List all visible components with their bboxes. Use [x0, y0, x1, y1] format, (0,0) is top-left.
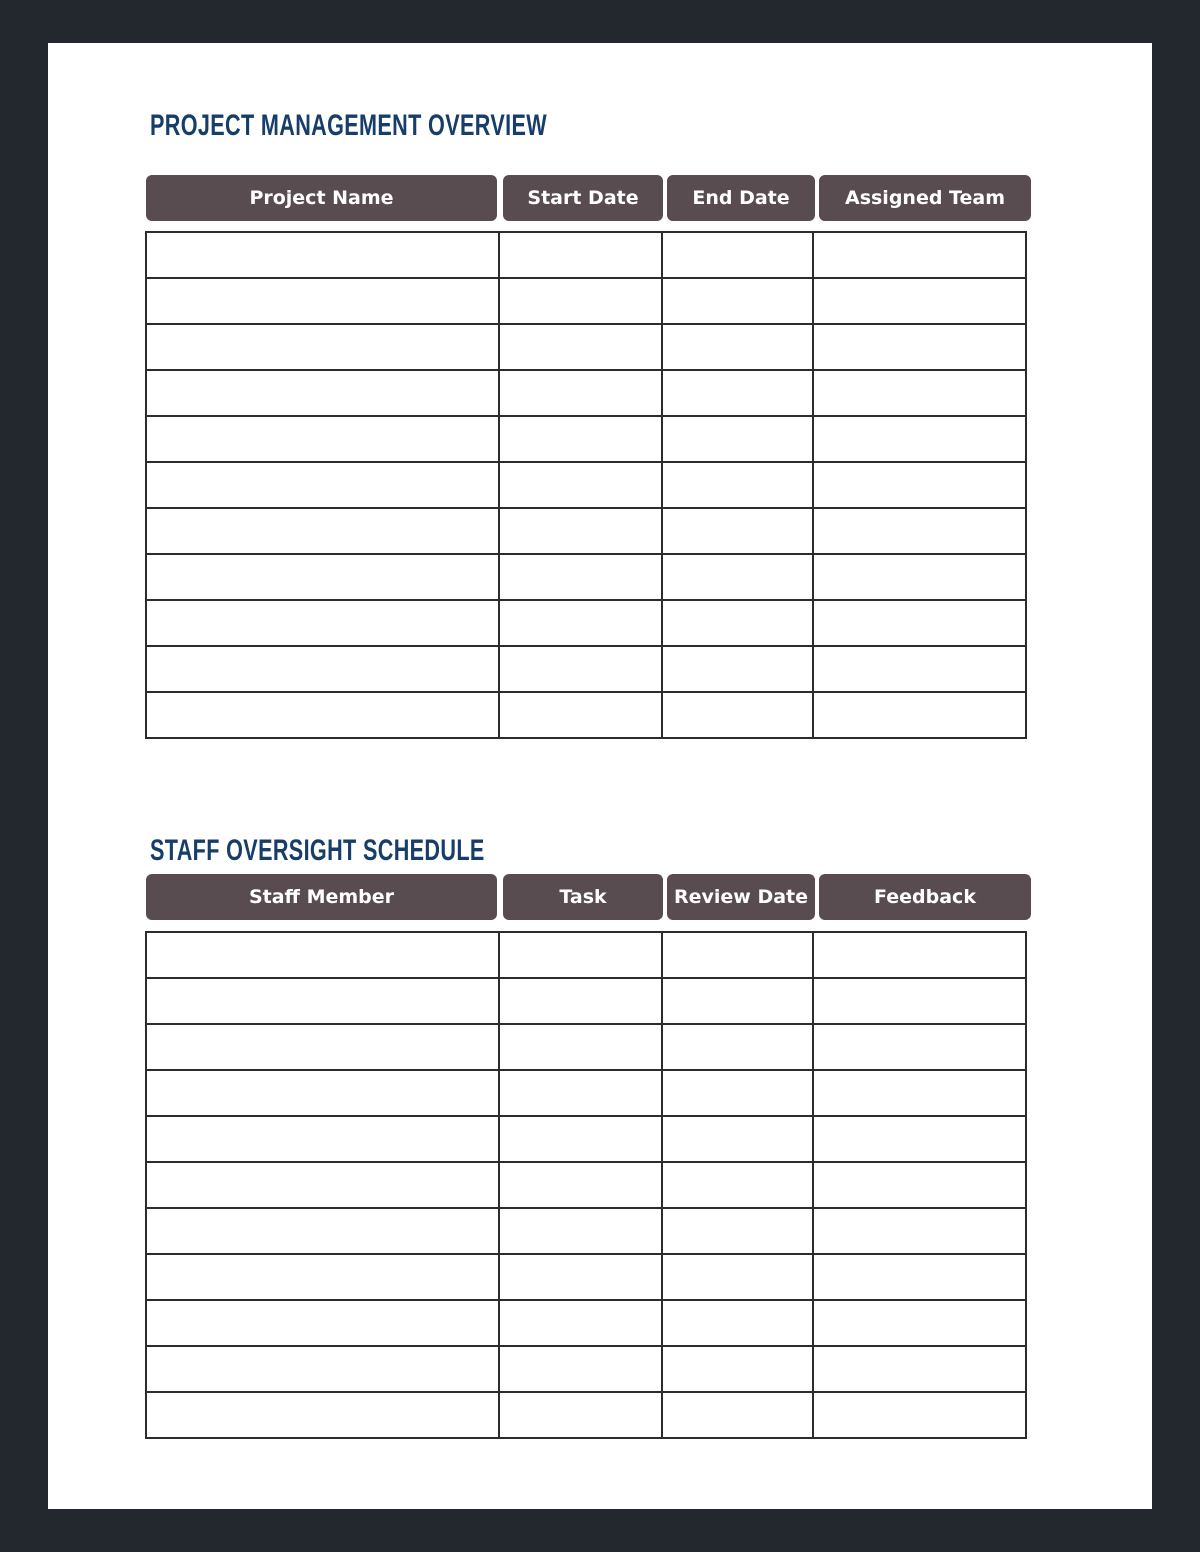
table-cell[interactable]	[146, 416, 499, 462]
table-row	[146, 324, 1026, 370]
table-cell[interactable]	[499, 1300, 662, 1346]
table-row	[146, 1162, 1026, 1208]
table-cell[interactable]	[662, 1346, 813, 1392]
table-cell[interactable]	[813, 1024, 1026, 1070]
table-row	[146, 1300, 1026, 1346]
table-cell[interactable]	[813, 646, 1026, 692]
header-staff-member: Staff Member	[146, 874, 497, 920]
staff-schedule-title: STAFF OVERSIGHT SCHEDULE	[150, 834, 485, 867]
table-row	[146, 600, 1026, 646]
header-end-date: End Date	[667, 175, 815, 221]
table-cell[interactable]	[662, 278, 813, 324]
table-cell[interactable]	[662, 370, 813, 416]
staff-table	[145, 931, 1027, 1439]
table-cell[interactable]	[146, 646, 499, 692]
table-cell[interactable]	[813, 1300, 1026, 1346]
table-cell[interactable]	[146, 1024, 499, 1070]
table-cell[interactable]	[813, 554, 1026, 600]
table-cell[interactable]	[499, 1254, 662, 1300]
table-cell[interactable]	[146, 932, 499, 978]
table-cell[interactable]	[813, 324, 1026, 370]
table-row	[146, 1346, 1026, 1392]
table-cell[interactable]	[146, 692, 499, 738]
table-cell[interactable]	[146, 1070, 499, 1116]
table-row	[146, 1024, 1026, 1070]
table-cell[interactable]	[499, 232, 662, 278]
table-row	[146, 978, 1026, 1024]
table-cell[interactable]	[146, 232, 499, 278]
table-cell[interactable]	[499, 508, 662, 554]
table-cell[interactable]	[146, 1392, 499, 1438]
table-cell[interactable]	[499, 600, 662, 646]
table-row	[146, 1392, 1026, 1438]
table-cell[interactable]	[146, 1208, 499, 1254]
table-cell[interactable]	[499, 370, 662, 416]
table-cell[interactable]	[813, 1162, 1026, 1208]
header-feedback: Feedback	[819, 874, 1031, 920]
table-row	[146, 508, 1026, 554]
table-cell[interactable]	[499, 1346, 662, 1392]
table-cell[interactable]	[662, 1116, 813, 1162]
table-cell[interactable]	[813, 600, 1026, 646]
header-assigned-team: Assigned Team	[819, 175, 1031, 221]
table-cell[interactable]	[146, 508, 499, 554]
table-cell[interactable]	[813, 978, 1026, 1024]
table-cell[interactable]	[662, 1254, 813, 1300]
table-cell[interactable]	[813, 278, 1026, 324]
table-cell[interactable]	[146, 1254, 499, 1300]
table-row	[146, 370, 1026, 416]
table-row	[146, 1070, 1026, 1116]
table-cell[interactable]	[813, 1116, 1026, 1162]
table-cell[interactable]	[662, 932, 813, 978]
header-project-name: Project Name	[146, 175, 497, 221]
table-row	[146, 1208, 1026, 1254]
table-cell[interactable]	[499, 278, 662, 324]
table-cell[interactable]	[662, 324, 813, 370]
table-cell[interactable]	[662, 1162, 813, 1208]
table-cell[interactable]	[499, 932, 662, 978]
table-cell[interactable]	[662, 600, 813, 646]
table-cell[interactable]	[146, 1346, 499, 1392]
table-cell[interactable]	[662, 646, 813, 692]
table-cell[interactable]	[499, 324, 662, 370]
table-cell[interactable]	[146, 1162, 499, 1208]
table-cell[interactable]	[662, 1070, 813, 1116]
table-cell[interactable]	[146, 600, 499, 646]
table-cell[interactable]	[813, 1346, 1026, 1392]
table-cell[interactable]	[146, 278, 499, 324]
table-cell[interactable]	[813, 1392, 1026, 1438]
table-cell[interactable]	[146, 324, 499, 370]
header-review-date: Review Date	[667, 874, 815, 920]
table-cell[interactable]	[499, 1392, 662, 1438]
table-row	[146, 1116, 1026, 1162]
table-cell[interactable]	[813, 1208, 1026, 1254]
table-row	[146, 416, 1026, 462]
table-cell[interactable]	[662, 1392, 813, 1438]
table-cell[interactable]	[146, 978, 499, 1024]
table-cell[interactable]	[146, 370, 499, 416]
table-cell[interactable]	[499, 1162, 662, 1208]
table-cell[interactable]	[499, 416, 662, 462]
table-cell[interactable]	[813, 462, 1026, 508]
table-cell[interactable]	[499, 692, 662, 738]
table-row	[146, 278, 1026, 324]
project-table-header	[146, 175, 1031, 221]
table-cell[interactable]	[813, 416, 1026, 462]
table-cell[interactable]	[499, 1024, 662, 1070]
table-cell[interactable]	[662, 978, 813, 1024]
header-start-date: Start Date	[503, 175, 663, 221]
table-cell[interactable]	[813, 1070, 1026, 1116]
table-cell[interactable]	[499, 462, 662, 508]
project-overview-title: PROJECT MANAGEMENT OVERVIEW	[150, 109, 547, 142]
table-cell[interactable]	[146, 554, 499, 600]
table-cell[interactable]	[662, 554, 813, 600]
table-row	[146, 232, 1026, 278]
document-page	[48, 43, 1152, 1509]
table-cell[interactable]	[662, 692, 813, 738]
table-row	[146, 932, 1026, 978]
table-cell[interactable]	[662, 462, 813, 508]
table-cell[interactable]	[662, 416, 813, 462]
table-row	[146, 554, 1026, 600]
table-cell[interactable]	[499, 1070, 662, 1116]
table-cell[interactable]	[499, 646, 662, 692]
table-row	[146, 1254, 1026, 1300]
table-cell[interactable]	[662, 1208, 813, 1254]
table-cell[interactable]	[813, 508, 1026, 554]
table-cell[interactable]	[662, 1300, 813, 1346]
table-row	[146, 462, 1026, 508]
table-cell[interactable]	[813, 1254, 1026, 1300]
table-cell[interactable]	[146, 1300, 499, 1346]
table-cell[interactable]	[499, 554, 662, 600]
project-table	[145, 231, 1027, 739]
table-row	[146, 692, 1026, 738]
table-cell[interactable]	[662, 1024, 813, 1070]
staff-table-header	[146, 874, 1031, 920]
table-cell[interactable]	[499, 978, 662, 1024]
table-cell[interactable]	[662, 232, 813, 278]
table-cell[interactable]	[146, 1116, 499, 1162]
table-cell[interactable]	[813, 932, 1026, 978]
table-cell[interactable]	[813, 370, 1026, 416]
table-cell[interactable]	[813, 232, 1026, 278]
table-cell[interactable]	[146, 462, 499, 508]
header-task: Task	[503, 874, 663, 920]
table-cell[interactable]	[499, 1116, 662, 1162]
table-cell[interactable]	[662, 508, 813, 554]
table-row	[146, 646, 1026, 692]
table-cell[interactable]	[813, 692, 1026, 738]
table-cell[interactable]	[499, 1208, 662, 1254]
